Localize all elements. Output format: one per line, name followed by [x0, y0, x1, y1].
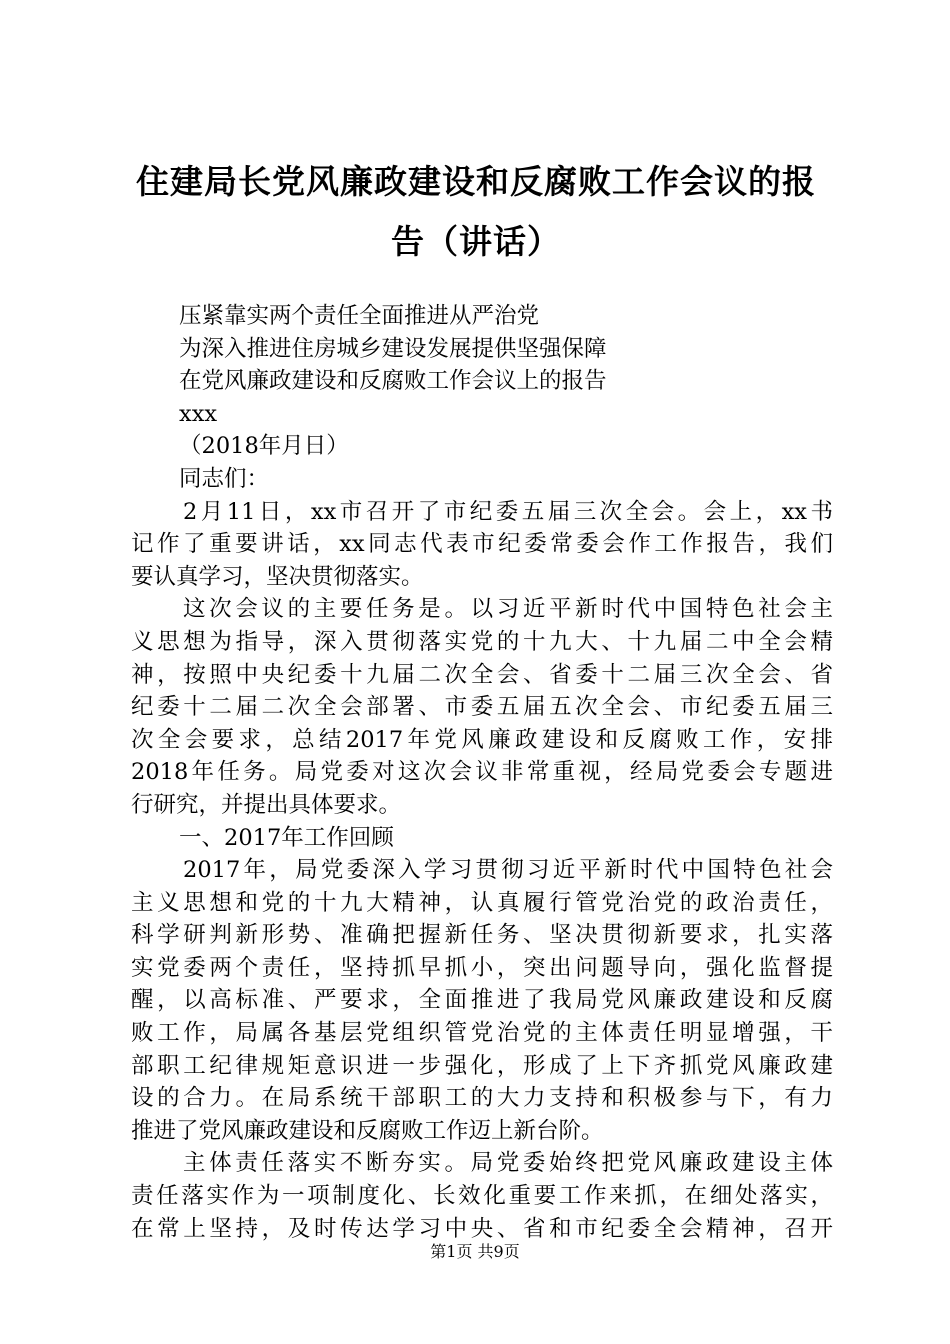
- text-line: 醒，以高标准、严要求，全面推进了我局党风廉政建设和反腐: [131, 987, 833, 1014]
- section-heading: 一、2017年工作回顾: [179, 824, 394, 851]
- text-line: 为深入推进住房城乡建设发展提供坚强保障: [179, 335, 607, 362]
- page-footer: [0, 1242, 950, 1262]
- text-line: 要认真学习，坚决贯彻落实。: [131, 563, 424, 590]
- text-line: 主义思想和党的十九大精神，认真履行管党治党的政治责任，: [131, 889, 833, 916]
- document-body: [131, 300, 833, 1245]
- text-line: 义思想为指导，深入贯彻落实党的十九大、十九届二中全会精: [131, 628, 833, 655]
- text-line: 次全会要求，总结2017年党风廉政建设和反腐败工作，安排: [131, 726, 833, 753]
- text-line: 在党风廉政建设和反腐败工作会议上的报告: [179, 368, 607, 395]
- text-line: 责任落实作为一项制度化、长效化重要工作来抓，在细处落实，: [131, 1183, 833, 1210]
- text-line: （2018年月日）: [179, 433, 349, 460]
- text-line: 记作了重要讲话，xx同志代表市纪委常委会作工作报告，我们: [131, 531, 833, 558]
- text-line: 2017年，局党委深入学习贯彻习近平新时代中国特色社会: [183, 857, 833, 884]
- title-line-1: 住建局长党风廉政建设和反腐败工作会议的报: [136, 162, 816, 201]
- page-indicator: 第1页 共9页: [430, 1242, 520, 1261]
- text-line: 设的合力。在局系统干部职工的大力支持和积极参与下，有力: [131, 1085, 833, 1112]
- title-line-2: 告（讲话）: [391, 222, 561, 261]
- text-line: 这次会议的主要任务是。以习近平新时代中国特色社会主: [183, 596, 833, 623]
- text-line: 神，按照中央纪委十九届二次全会、省委十二届三次全会、省: [131, 661, 833, 688]
- text-line: 推进了党风廉政建设和反腐败工作迈上新台阶。: [131, 1117, 604, 1144]
- text-line: 实党委两个责任，坚持抓早抓小，突出问题导向，强化监督提: [131, 954, 833, 981]
- text-line: 行研究，并提出具体要求。: [131, 791, 402, 818]
- document-title: [120, 152, 832, 272]
- text-line: 2018年任务。局党委对这次会议非常重视，经局党委会专题进: [131, 759, 833, 786]
- text-line: 部职工纪律规矩意识进一步强化，形成了上下齐抓党风廉政建: [131, 1052, 833, 1079]
- text-line: 压紧靠实两个责任全面推进从严治党: [179, 303, 540, 329]
- text-line: 主体责任落实不断夯实。局党委始终把党风廉政建设主体: [183, 1150, 833, 1177]
- text-line: 败工作，局属各基层党组织管党治党的主体责任明显增强，干: [131, 1020, 833, 1047]
- text-line: 同志们：: [179, 465, 270, 492]
- text-line: xxx: [179, 400, 218, 427]
- text-line: 在常上坚持，及时传达学习中央、省和市纪委全会精神，召开: [131, 1215, 833, 1242]
- text-line: 2月11日，xx市召开了市纪委五届三次全会。会上，xx书: [183, 498, 833, 525]
- text-line: 科学研判新形势、准确把握新任务、坚决贯彻新要求，扎实落: [131, 922, 833, 949]
- text-line: 纪委十二届二次全会部署、市委五届五次全会、市纪委五届三: [131, 694, 833, 721]
